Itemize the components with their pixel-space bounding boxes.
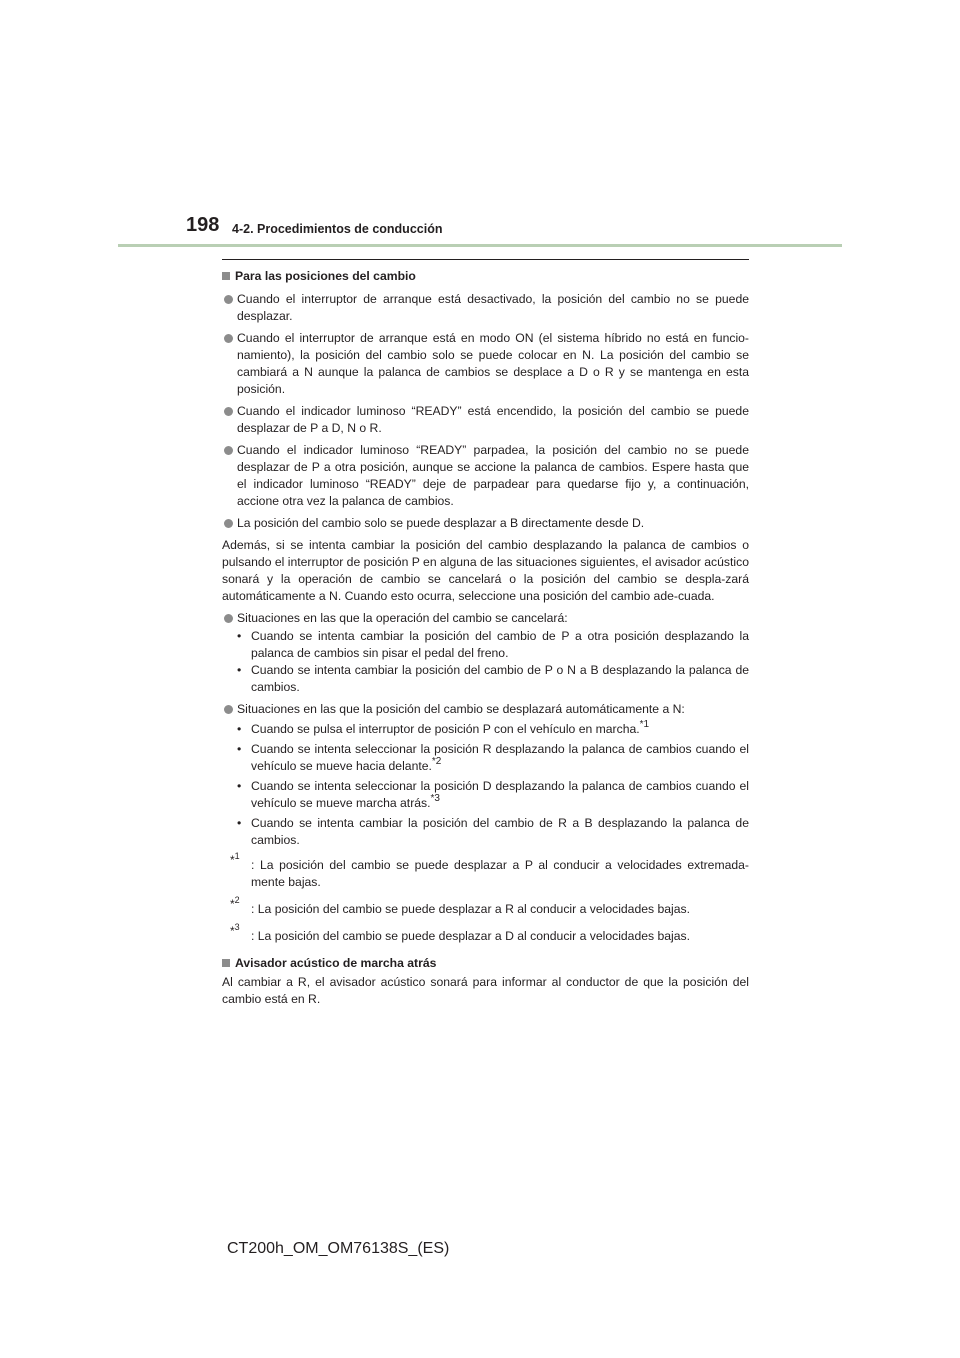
- sub-list-item: [222, 628, 749, 662]
- body-paragraph: Además, si se intenta cambiar la posición del cambio desplazando la palanca de cambios o pulsando el interruptor de posición P en alguna de las situaciones siguientes, el avisador acústico sonará y la operación de cambio se cancelará o la posición del cambio se despla-zará automáticamente a N. Cuando esto ocurra, seleccione una posición del cambio ade-cuada.: [222, 538, 749, 603]
- list-item: [222, 291, 749, 325]
- round-bullet-icon: [224, 407, 233, 416]
- footnote: [222, 895, 749, 918]
- list-item-auto-neutral-situations: [222, 701, 749, 718]
- footnote: [222, 922, 749, 945]
- sub-item-text: Cuando se pulsa el interruptor de posición P con el vehículo en marcha.: [251, 722, 640, 736]
- list-item: [222, 515, 749, 532]
- footnote-marker: *$^2$: [230, 895, 240, 911]
- round-bullet-icon: [224, 295, 233, 304]
- footnote: [222, 851, 749, 891]
- footnote-marker: *$^3$: [230, 922, 240, 938]
- page-number: 198: [186, 214, 220, 236]
- section-heading-reverse-buzzer: [222, 955, 749, 972]
- list-item: [222, 330, 749, 398]
- sub-list-item: [222, 721, 749, 738]
- sub-item-text: Cuando se intenta cambiar la posición del cambio de R a B desplazando la palanca de cambios.: [251, 816, 749, 847]
- small-bullet-icon: •: [237, 742, 242, 756]
- round-bullet-icon: [224, 334, 233, 343]
- item-text: Cuando el indicador luminoso “READY” está encendido, la posición del cambio se puede desplazar de P a D, N o R.: [237, 404, 749, 435]
- sub-item-text: Cuando se intenta seleccionar la posición D desplazando la palanca de cambios cuando el vehículo se mueve marcha atrás.: [251, 779, 749, 810]
- footnote-text: : La posición del cambio se puede desplazar a D al conducir a velocidades bajas.: [251, 929, 691, 943]
- item-text: La posición del cambio solo se puede desplazar a B directamente desde D.: [237, 516, 645, 530]
- round-bullet-icon: [224, 446, 233, 455]
- small-bullet-icon: •: [237, 663, 242, 677]
- page-content: [222, 268, 749, 1013]
- footnote-ref: *1: [639, 719, 650, 730]
- document-code: CT200h_OM_OM76138S_(ES): [227, 1240, 450, 1257]
- small-bullet-icon: •: [237, 629, 242, 643]
- sub-item-text: Cuando se intenta cambiar la posición del cambio de P a otra posición desplazando la palanca de cambios sin pisar el pedal del freno.: [251, 629, 749, 660]
- square-bullet-icon: [222, 959, 230, 967]
- round-bullet-icon: [224, 705, 233, 714]
- square-bullet-icon: [222, 272, 230, 280]
- list-item: [222, 442, 749, 510]
- heading-text: Para las posiciones del cambio: [235, 269, 416, 283]
- section-heading-shift-positions: [222, 268, 749, 285]
- sub-list-item: [222, 778, 749, 812]
- small-bullet-icon: •: [237, 722, 242, 736]
- sub-item-text: Cuando se intenta cambiar la posición del cambio de P o N a B desplazando la palanca de cambios.: [251, 663, 749, 694]
- round-bullet-icon: [224, 519, 233, 528]
- sub-list-item: [222, 815, 749, 849]
- body-paragraph: Al cambiar a R, el avisador acústico sonará para informar al conductor de que la posición del cambio está en R.: [222, 975, 749, 1006]
- round-bullet-icon: [224, 614, 233, 623]
- sub-list-item: [222, 662, 749, 696]
- heading-text: Avisador acústico de marcha atrás: [235, 956, 437, 970]
- item-text: Cuando el interruptor de arranque está desactivado, la posición del cambio no se puede desplazar.: [237, 292, 749, 323]
- small-bullet-icon: •: [237, 816, 242, 830]
- small-bullet-icon: •: [237, 779, 242, 793]
- list-item-cancel-situations: [222, 610, 749, 627]
- footnote-text: : La posición del cambio se puede desplazar a R al conducir a velocidades bajas.: [251, 902, 691, 916]
- item-text: Cuando el indicador luminoso “READY” parpadea, la posición del cambio no se puede desplazar de P a otra posición, aunque se accione la palanca de cambios. Espere hasta que el indicador luminoso “READY” deje de parpadear para quedarse fijo y, a continuación, accione otra vez la palanca de cambios.: [237, 443, 749, 508]
- header-rule: [118, 244, 842, 247]
- sub-item-text: Cuando se intenta seleccionar la posición R desplazando la palanca de cambios cuando el vehículo se mueve hacia delante.: [251, 742, 749, 773]
- footnote-ref: *2: [431, 756, 442, 767]
- page-header: [0, 0, 960, 250]
- footnote-text: : La posición del cambio se puede desplazar a P al conducir a velocidades extremada-mente bajas.: [251, 858, 749, 889]
- footnote-marker: *$^1$: [230, 851, 240, 867]
- footnote-ref: *3: [430, 793, 440, 804]
- list-item: [222, 403, 749, 437]
- sub-list-item: [222, 741, 749, 775]
- item-text: Situaciones en las que la posición del cambio se desplazará automáticamente a N:: [237, 702, 685, 716]
- content-rule: [222, 259, 749, 260]
- section-title: 4-2. Procedimientos de conducción: [232, 222, 443, 236]
- item-text: Cuando el interruptor de arranque está en modo ON (el sistema híbrido no está en funcio-namiento), la posición del cambio solo se puede colocar en N. La posición del cambio se cambiará a N aunque la palanca de cambios se desplace a D o R y se mantenga en esta posición.: [237, 331, 749, 396]
- item-text: Situaciones en las que la operación del cambio se cancelará:: [237, 611, 568, 625]
